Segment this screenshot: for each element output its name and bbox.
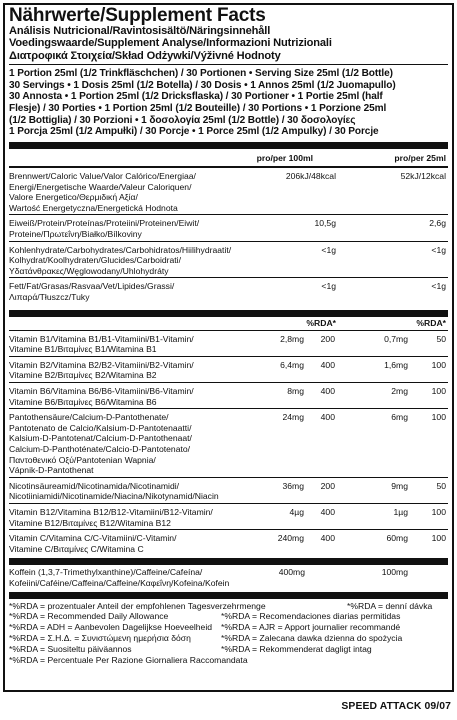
label-line: Λιπαρά/Tłuszcz/Tuky <box>9 292 90 303</box>
value-per-100ml: 10,5g <box>314 218 336 229</box>
nutrient-row-label <box>9 245 267 277</box>
nutrient-row <box>9 168 448 214</box>
value-per-100ml: 240mg <box>277 533 304 544</box>
serving-line: Flesje) / 30 Porties • 1 Portion 25ml (1/2 Bouteille) / 30 Portions • 1 Porzione 25ml <box>9 103 387 114</box>
caffeine-per-100ml: 400mg <box>278 567 305 578</box>
value-per-100ml: 4µg <box>289 506 304 517</box>
nutrient-row <box>9 215 448 240</box>
serving-line: 1 Porcja 25ml (1/2 Ampułki) / 30 Porcje • 1 Porce 25ml (1/2 Ampulky) / 30 Porcje <box>9 126 379 138</box>
label-line: Vitamin B12/Vitamina B12/B12-Vitamiini/B12-Vitamin/ <box>9 506 213 517</box>
vitamin-row-label <box>9 412 267 476</box>
value-per-25ml: 60mg <box>386 533 408 544</box>
vitamin-row <box>9 357 448 382</box>
serving-line: (1/2 Bottiglia) / 30 Porzioni • 1 δοσολογία 25ml (1/2 Bottle) / 30 δοσολογίες <box>9 114 356 126</box>
serving-size-info <box>9 65 448 142</box>
value-per-25ml: 2,6g <box>429 218 446 229</box>
rda-header-25: %RDA* <box>416 317 446 328</box>
caffeine-per-25ml: 100mg <box>381 567 408 578</box>
value-per-100ml: 2,8mg <box>280 333 304 344</box>
value-per-100ml: 36mg <box>282 480 304 491</box>
footnote-line <box>9 611 448 622</box>
value-per-25ml: <1g <box>431 244 446 255</box>
vitamin-row <box>9 530 448 555</box>
nutrient-row <box>9 242 448 278</box>
micronutrient-rows <box>9 330 448 556</box>
nutrient-row <box>9 278 448 303</box>
serving-line: 30 Annosta • 1 Portion 25ml (1/2 Dricksflaska) / 30 Portioner • 1 Portie 25ml (half <box>9 91 383 103</box>
subtitle-line: Διατροφικά Στοιχεία/Skład Odżywki/Výživné Hodnoty <box>9 49 281 62</box>
value-per-25ml: <1g <box>431 281 446 292</box>
label-line: Energi/Energetische Waarde/Valeur Caloriquen/ <box>9 181 192 192</box>
supplement-facts-panel <box>3 3 454 692</box>
label-line: Wartość Energetyczna/Energetická Hodnota <box>9 202 178 213</box>
value-per-100ml: 24mg <box>282 412 304 423</box>
label-line: Vitamine B2/Βιταμίνες B2/Witamina B2 <box>9 370 157 381</box>
caffeine-row <box>9 565 448 589</box>
nutrient-row-label <box>9 281 267 302</box>
vitamin-row-label <box>9 481 267 502</box>
vitamin-row-label <box>9 334 267 355</box>
label-line: Valore Energetico/Θερμιδική Αξία/ <box>9 192 138 203</box>
label-line: Pantotenato de Calcio/Kalsium-D-Pantotenaatti/ <box>9 422 192 433</box>
subtitles <box>9 25 448 62</box>
macronutrient-rows <box>9 168 448 304</box>
value-per-25ml: 52kJ/12kcal <box>400 171 446 182</box>
footnote-line <box>9 633 448 644</box>
value-per-25ml: 1µg <box>393 506 408 517</box>
column-header <box>9 149 448 166</box>
rda-per-25ml: 100 <box>431 506 446 517</box>
column-per-100ml: pro/per 100ml <box>256 153 313 164</box>
label-line: Vápnik-D-Pantothenat <box>9 465 94 476</box>
footnote-line <box>9 644 448 655</box>
label-line: Vitamine B12/Βιταμίνες B12/Witamina B12 <box>9 517 171 528</box>
label-line: Vitamin B2/Vitamina B2/B2-Vitamiini/B2-Vitamin/ <box>9 359 194 370</box>
vitamin-row <box>9 331 448 356</box>
vitamin-row-label <box>9 507 267 528</box>
label-line: Kohlenhydrate/Carbohydrates/Carbohidratos/Hiilihydraatit/ <box>9 244 232 255</box>
footnote-right: *%RDA = Zalecana dawka dzienna do spożycia <box>221 633 403 644</box>
rda-per-25ml: 50 <box>436 333 446 344</box>
value-per-100ml: <1g <box>321 281 336 292</box>
caffeine-label: Koffein (1,3,7-Trimethylxanthine)/Caffeine/Cafeína/ Kofeiini/Caféine/Caffeina/Caffeine/Καφεΐνη/Kofeina/Kofein <box>9 567 230 588</box>
value-per-25ml: 1,6mg <box>384 359 408 370</box>
label-line: Vitamin C/Vitamina C/C-Vitamiini/C-Vitamin/ <box>9 533 177 544</box>
footnote-left: *%RDA = Recommended Daily Allowance <box>9 611 169 622</box>
rda-per-25ml: 100 <box>431 533 446 544</box>
value-per-25ml: 2mg <box>391 386 408 397</box>
value-per-25ml: 9mg <box>391 480 408 491</box>
footnote-right: *%RDA = Rekommenderat dagligt intag <box>221 644 372 655</box>
vitamin-row <box>9 383 448 408</box>
label-line: Pantothensäure/Calcium-D-Pantothenate/ <box>9 412 169 423</box>
rda-per-100ml: 400 <box>320 412 335 423</box>
footnote-left: *%RDA = prozentualer Anteil der empfohlenen Tagesverzehrmenge <box>9 600 266 611</box>
label-line: Kalsium-D-Pantotenat/Calcium-D-Pantothenaat/ <box>9 433 192 444</box>
footnote-line <box>9 622 448 633</box>
label-line: Nicotiiniamidi/Nicotinamide/Niacina/Nikotynamid/Niacin <box>9 491 219 502</box>
value-per-100ml: 206kJ/48kcal <box>285 171 336 182</box>
label-line: Vitamine B1/Βιταμίνες B1/Witamina B1 <box>9 344 157 355</box>
footnote-line <box>9 601 448 612</box>
nutrient-row-label <box>9 218 267 239</box>
vitamin-row-label <box>9 360 267 381</box>
footnote-left: *%RDA = ADH = Aanbevolen Dagelijkse Hoeveelheid <box>9 622 213 633</box>
footnote-left: *%RDA = Percentuale Per Razione Giornaliera Raccomandata <box>9 654 248 665</box>
value-per-25ml: 0,7mg <box>384 333 408 344</box>
footnote-line <box>9 655 448 666</box>
label-line: Υδατάνθρακες/Węglowodany/Uhlohydráty <box>9 265 169 276</box>
vitamin-row-label <box>9 533 267 554</box>
label-line: Vitamin B1/Vitamina B1/B1-Vitamiini/B1-Vitamin/ <box>9 333 194 344</box>
vitamin-row-label <box>9 386 267 407</box>
subtitle-line: Voedingswaarde/Supplement Analyse/Informazioni Nutrizionali <box>9 37 332 50</box>
panel-title: Nährwerte/Supplement Facts <box>9 5 266 26</box>
label-line: Παντοθενικό Οξύ/Pantotenian Wapnia/ <box>9 454 156 465</box>
serving-line: 1 Portion 25ml (1/2 Trinkfläschchen) / 30 Portionen • Serving Size 25ml (1/2 Bottle) <box>9 67 393 79</box>
label-line: Proteine/Πρωτεΐνη/Białko/Bílkoviny <box>9 229 142 240</box>
vitamin-row <box>9 504 448 529</box>
label-line: Calcium-D-Panthoténate/Calcio-D-Pantotenato/ <box>9 443 191 454</box>
rda-per-100ml: 200 <box>320 333 335 344</box>
rda-per-25ml: 100 <box>431 412 446 423</box>
label-line: Kolhydrat/Koolhydraten/Glucides/Carboidrati/ <box>9 255 181 266</box>
rda-per-25ml: 100 <box>431 386 446 397</box>
rda-per-100ml: 400 <box>320 533 335 544</box>
label-line: Brennwert/Caloric Value/Valor Calórico/Energiaa/ <box>9 171 196 182</box>
rda-header-100: %RDA* <box>306 317 336 328</box>
footnote-right: *%RDA = AJR = Apport journalier recommandé <box>221 622 401 633</box>
product-code: SPEED ATTACK 09/07 <box>341 701 451 712</box>
vitamin-row <box>9 409 448 477</box>
rda-per-25ml: 50 <box>436 480 446 491</box>
value-per-100ml: 6,4mg <box>280 359 304 370</box>
label-line: Nicotinsäureamid/Nicotinamida/Nicotinamidi/ <box>9 480 180 491</box>
footnote-left: *%RDA = Suositeltu päiväannos <box>9 644 132 655</box>
vitamin-row <box>9 478 448 503</box>
value-per-25ml: 6mg <box>391 412 408 423</box>
label-line: Eiweiß/Protein/Proteínas/Proteiini/Proteinen/Eiwit/ <box>9 218 200 229</box>
footnote-left: *%RDA = Σ.Η.Δ. = Συνιστώμενη ημερήσια δόση <box>9 633 191 644</box>
label-line: Vitamin B6/Vitamina B6/B6-Vitamiini/B6-Vitamin/ <box>9 386 194 397</box>
value-per-100ml: <1g <box>321 244 336 255</box>
label-line: Vitamine C/Βιταμίνες C/Witamina C <box>9 543 144 554</box>
rda-per-25ml: 100 <box>431 359 446 370</box>
rda-per-100ml: 200 <box>320 480 335 491</box>
label-line: Vitamine B6/Βιταμίνες B6/Witamina B6 <box>9 396 157 407</box>
rda-per-100ml: 400 <box>320 506 335 517</box>
footnote-right: *%RDA = Recomendaciones diarias permitidas <box>221 611 401 622</box>
serving-line: 30 Servings • 1 Dosis 25ml (1/2 Botella) / 30 Dosis • 1 Annos 25ml (1/2 Juomapullo) <box>9 79 396 91</box>
rda-per-100ml: 400 <box>320 359 335 370</box>
label-line: Fett/Fat/Grasas/Rasvaa/Vet/Lipides/Grassi/ <box>9 281 175 292</box>
column-per-25ml: pro/per 25ml <box>394 153 446 164</box>
footnote-right: *%RDA = denní dávka <box>347 600 433 611</box>
subtitle-line: Análisis Nutricional/Ravintosisältö/Näringsinnehåll <box>9 25 271 37</box>
value-per-100ml: 8mg <box>287 386 304 397</box>
rda-header <box>9 317 448 328</box>
nutrient-row-label <box>9 171 267 213</box>
rda-footnotes <box>9 599 448 666</box>
rda-per-100ml: 400 <box>320 386 335 397</box>
